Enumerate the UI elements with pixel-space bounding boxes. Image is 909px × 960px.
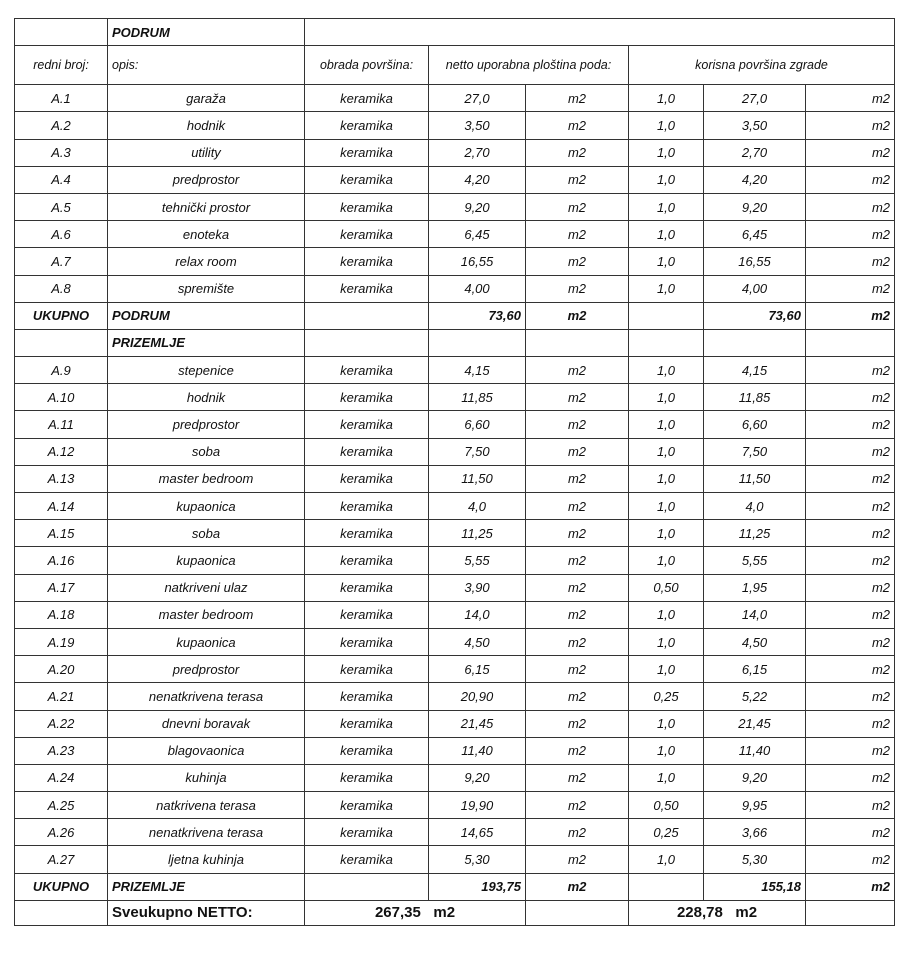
- total-label: UKUPNO: [15, 873, 108, 900]
- cell-obrada: keramika: [305, 520, 429, 547]
- cell-redni-broj: A.9: [15, 357, 108, 384]
- cell-obrada: keramika: [305, 85, 429, 112]
- cell-korisna-unit: m2: [806, 465, 895, 492]
- section-title-row-podrum: [15, 19, 895, 46]
- cell-korisna-unit: m2: [806, 221, 895, 248]
- cell-netto: 2,70: [429, 139, 526, 166]
- cell-koeficijent: 1,0: [629, 601, 704, 628]
- cell-korisna-unit: m2: [806, 248, 895, 275]
- cell-netto-unit: m2: [526, 438, 629, 465]
- cell-netto: 5,30: [429, 846, 526, 873]
- table-row: [15, 520, 895, 547]
- cell-redni-broj: A.13: [15, 465, 108, 492]
- cell-netto: 20,90: [429, 683, 526, 710]
- cell-obrada: keramika: [305, 819, 429, 846]
- cell-korisna: 27,0: [704, 85, 806, 112]
- cell-netto-unit: m2: [526, 656, 629, 683]
- cell-opis: kupaonica: [108, 493, 305, 520]
- cell-opis: kupaonica: [108, 628, 305, 655]
- cell-redni-broj: A.22: [15, 710, 108, 737]
- cell-netto-unit: m2: [526, 465, 629, 492]
- table-row: [15, 792, 895, 819]
- cell-korisna-unit: m2: [806, 193, 895, 220]
- cell-opis: enoteka: [108, 221, 305, 248]
- header-korisna: korisna površina zgrade: [629, 46, 895, 85]
- cell-netto: 6,60: [429, 411, 526, 438]
- table-row: [15, 710, 895, 737]
- cell-koeficijent: 0,25: [629, 683, 704, 710]
- header-obrada: obrada površina:: [305, 46, 429, 85]
- cell-koeficijent: 1,0: [629, 710, 704, 737]
- cell-koeficijent: 0,50: [629, 574, 704, 601]
- header-row: [15, 46, 895, 85]
- cell-redni-broj: A.4: [15, 166, 108, 193]
- cell-netto-unit: m2: [526, 710, 629, 737]
- cell-obrada: keramika: [305, 737, 429, 764]
- cell-netto: 27,0: [429, 85, 526, 112]
- cell-koeficijent: 1,0: [629, 112, 704, 139]
- total-netto: 193,75: [429, 873, 526, 900]
- cell-redni-broj: A.25: [15, 792, 108, 819]
- cell-korisna: 4,50: [704, 628, 806, 655]
- grand-total-korisna: 228,78: [676, 904, 723, 922]
- empty-cell: [526, 329, 629, 356]
- table-row: [15, 656, 895, 683]
- cell-redni-broj: A.1: [15, 85, 108, 112]
- cell-opis: natkrivena terasa: [108, 792, 305, 819]
- cell-koeficijent: 1,0: [629, 248, 704, 275]
- cell-netto: 4,50: [429, 628, 526, 655]
- area-table: [14, 18, 895, 926]
- cell-korisna-unit: m2: [806, 792, 895, 819]
- cell-netto: 4,0: [429, 493, 526, 520]
- cell-korisna-unit: m2: [806, 764, 895, 791]
- cell-netto: 11,50: [429, 465, 526, 492]
- cell-netto: 9,20: [429, 193, 526, 220]
- cell-korisna-unit: m2: [806, 574, 895, 601]
- cell-korisna: 16,55: [704, 248, 806, 275]
- cell-redni-broj: A.3: [15, 139, 108, 166]
- cell-netto: 14,65: [429, 819, 526, 846]
- cell-koeficijent: 1,0: [629, 520, 704, 547]
- cell-koeficijent: 1,0: [629, 846, 704, 873]
- cell-redni-broj: A.12: [15, 438, 108, 465]
- cell-opis: kupaonica: [108, 547, 305, 574]
- cell-korisna-unit: m2: [806, 166, 895, 193]
- cell-opis: utility: [108, 139, 305, 166]
- cell-netto: 16,55: [429, 248, 526, 275]
- cell-koeficijent: 1,0: [629, 221, 704, 248]
- table-row: [15, 411, 895, 438]
- cell-redni-broj: A.2: [15, 112, 108, 139]
- cell-koeficijent: 1,0: [629, 85, 704, 112]
- cell-korisna: 3,50: [704, 112, 806, 139]
- cell-korisna-unit: m2: [806, 438, 895, 465]
- empty-cell: [629, 329, 704, 356]
- cell-netto-unit: m2: [526, 166, 629, 193]
- table-row: [15, 166, 895, 193]
- cell-netto-unit: m2: [526, 683, 629, 710]
- table-row: [15, 737, 895, 764]
- cell-koeficijent: 1,0: [629, 656, 704, 683]
- grand-total-korisna-unit: m2: [735, 904, 758, 922]
- table-row: [15, 465, 895, 492]
- area-table-sheet: [14, 18, 895, 926]
- cell-korisna-unit: m2: [806, 656, 895, 683]
- cell-obrada: keramika: [305, 493, 429, 520]
- cell-redni-broj: A.10: [15, 384, 108, 411]
- cell-korisna-unit: m2: [806, 139, 895, 166]
- section-title-podrum: PODRUM: [108, 19, 305, 46]
- table-row: [15, 139, 895, 166]
- cell-obrada: keramika: [305, 221, 429, 248]
- grand-total-netto: 267,35: [374, 904, 421, 922]
- cell-koeficijent: 0,50: [629, 792, 704, 819]
- cell-netto-unit: m2: [526, 792, 629, 819]
- cell-korisna: 6,45: [704, 221, 806, 248]
- table-row: [15, 112, 895, 139]
- empty-cell: [15, 900, 108, 925]
- total-spacer: [305, 302, 429, 329]
- table-row: [15, 683, 895, 710]
- cell-netto-unit: m2: [526, 574, 629, 601]
- cell-korisna-unit: m2: [806, 112, 895, 139]
- cell-korisna: 7,50: [704, 438, 806, 465]
- cell-netto: 4,15: [429, 357, 526, 384]
- cell-obrada: keramika: [305, 764, 429, 791]
- total-section-name: PODRUM: [108, 302, 305, 329]
- cell-korisna: 21,45: [704, 710, 806, 737]
- cell-opis: nenatkrivena terasa: [108, 819, 305, 846]
- cell-netto: 4,20: [429, 166, 526, 193]
- cell-korisna-unit: m2: [806, 683, 895, 710]
- table-row: [15, 438, 895, 465]
- cell-korisna-unit: m2: [806, 846, 895, 873]
- total-label: UKUPNO: [15, 302, 108, 329]
- total-korisna: 73,60: [704, 302, 806, 329]
- cell-obrada: keramika: [305, 465, 429, 492]
- cell-koeficijent: 1,0: [629, 465, 704, 492]
- table-row: [15, 357, 895, 384]
- cell-opis: master bedroom: [108, 465, 305, 492]
- empty-cell: [429, 329, 526, 356]
- cell-korisna-unit: m2: [806, 547, 895, 574]
- cell-opis: spremište: [108, 275, 305, 302]
- cell-netto-unit: m2: [526, 628, 629, 655]
- cell-korisna: 14,0: [704, 601, 806, 628]
- empty-cell: [15, 329, 108, 356]
- cell-koeficijent: 1,0: [629, 166, 704, 193]
- cell-netto-unit: m2: [526, 248, 629, 275]
- cell-netto-unit: m2: [526, 846, 629, 873]
- cell-korisna: 5,30: [704, 846, 806, 873]
- table-body: [15, 19, 895, 926]
- cell-redni-broj: A.7: [15, 248, 108, 275]
- cell-netto: 7,50: [429, 438, 526, 465]
- cell-koeficijent: 1,0: [629, 384, 704, 411]
- cell-korisna: 11,25: [704, 520, 806, 547]
- cell-netto: 11,40: [429, 737, 526, 764]
- cell-koeficijent: 1,0: [629, 275, 704, 302]
- cell-netto: 19,90: [429, 792, 526, 819]
- total-spacer: [629, 873, 704, 900]
- cell-netto: 4,00: [429, 275, 526, 302]
- spacer: [421, 904, 434, 921]
- cell-netto: 14,0: [429, 601, 526, 628]
- cell-korisna: 11,85: [704, 384, 806, 411]
- cell-netto-unit: m2: [526, 275, 629, 302]
- cell-korisna-unit: m2: [806, 628, 895, 655]
- cell-redni-broj: A.17: [15, 574, 108, 601]
- header-opis: opis:: [108, 46, 305, 85]
- cell-redni-broj: A.27: [15, 846, 108, 873]
- table-row: [15, 819, 895, 846]
- cell-obrada: keramika: [305, 193, 429, 220]
- cell-netto-unit: m2: [526, 411, 629, 438]
- cell-opis: master bedroom: [108, 601, 305, 628]
- cell-opis: blagovaonica: [108, 737, 305, 764]
- cell-obrada: keramika: [305, 139, 429, 166]
- cell-opis: nenatkrivena terasa: [108, 683, 305, 710]
- cell-netto: 3,90: [429, 574, 526, 601]
- table-row: [15, 764, 895, 791]
- cell-obrada: keramika: [305, 574, 429, 601]
- cell-obrada: keramika: [305, 601, 429, 628]
- table-row: [15, 846, 895, 873]
- cell-redni-broj: A.14: [15, 493, 108, 520]
- total-spacer: [629, 302, 704, 329]
- table-row: [15, 493, 895, 520]
- cell-netto: 6,45: [429, 221, 526, 248]
- empty-cell: [806, 329, 895, 356]
- table-row: [15, 384, 895, 411]
- cell-obrada: keramika: [305, 628, 429, 655]
- cell-korisna: 11,50: [704, 465, 806, 492]
- cell-netto-unit: m2: [526, 601, 629, 628]
- cell-obrada: keramika: [305, 384, 429, 411]
- table-row: [15, 248, 895, 275]
- cell-redni-broj: A.20: [15, 656, 108, 683]
- section-title-prizemlje: PRIZEMLJE: [108, 329, 305, 356]
- cell-obrada: keramika: [305, 112, 429, 139]
- cell-koeficijent: 1,0: [629, 737, 704, 764]
- cell-koeficijent: 0,25: [629, 819, 704, 846]
- cell-netto-unit: m2: [526, 819, 629, 846]
- cell-koeficijent: 1,0: [629, 193, 704, 220]
- cell-korisna: 2,70: [704, 139, 806, 166]
- cell-korisna-unit: m2: [806, 710, 895, 737]
- cell-obrada: keramika: [305, 547, 429, 574]
- cell-korisna-unit: m2: [806, 384, 895, 411]
- header-redni-broj: redni broj:: [15, 46, 108, 85]
- cell-korisna: 6,60: [704, 411, 806, 438]
- cell-korisna: 11,40: [704, 737, 806, 764]
- cell-redni-broj: A.21: [15, 683, 108, 710]
- cell-redni-broj: A.24: [15, 764, 108, 791]
- cell-korisna: 4,00: [704, 275, 806, 302]
- cell-netto-unit: m2: [526, 520, 629, 547]
- cell-obrada: keramika: [305, 792, 429, 819]
- cell-korisna-unit: m2: [806, 520, 895, 547]
- cell-netto-unit: m2: [526, 384, 629, 411]
- cell-netto-unit: m2: [526, 764, 629, 791]
- cell-korisna-unit: m2: [806, 601, 895, 628]
- total-spacer: [305, 873, 429, 900]
- cell-opis: soba: [108, 520, 305, 547]
- cell-netto-unit: m2: [526, 112, 629, 139]
- cell-korisna-unit: m2: [806, 737, 895, 764]
- cell-korisna-unit: m2: [806, 819, 895, 846]
- table-row: [15, 628, 895, 655]
- grand-total-netto-unit: m2: [433, 904, 456, 922]
- total-row-podrum: [15, 302, 895, 329]
- cell-korisna-unit: m2: [806, 275, 895, 302]
- grand-total-row: [15, 900, 895, 925]
- cell-opis: predprostor: [108, 656, 305, 683]
- total-korisna-unit: m2: [806, 302, 895, 329]
- cell-opis: relax room: [108, 248, 305, 275]
- total-netto: 73,60: [429, 302, 526, 329]
- cell-obrada: keramika: [305, 656, 429, 683]
- cell-obrada: keramika: [305, 248, 429, 275]
- cell-netto-unit: m2: [526, 737, 629, 764]
- table-row: [15, 601, 895, 628]
- cell-korisna: 4,20: [704, 166, 806, 193]
- cell-netto-unit: m2: [526, 85, 629, 112]
- cell-korisna: 3,66: [704, 819, 806, 846]
- empty-cell: [305, 329, 429, 356]
- cell-redni-broj: A.23: [15, 737, 108, 764]
- cell-opis: dnevni boravak: [108, 710, 305, 737]
- cell-opis: ljetna kuhinja: [108, 846, 305, 873]
- grand-total-label: Sveukupno NETTO:: [108, 900, 305, 925]
- cell-korisna-unit: m2: [806, 493, 895, 520]
- total-row-prizemlje: [15, 873, 895, 900]
- cell-opis: predprostor: [108, 411, 305, 438]
- cell-netto-unit: m2: [526, 193, 629, 220]
- cell-koeficijent: 1,0: [629, 628, 704, 655]
- cell-korisna: 1,95: [704, 574, 806, 601]
- total-korisna: 155,18: [704, 873, 806, 900]
- cell-redni-broj: A.8: [15, 275, 108, 302]
- cell-koeficijent: 1,0: [629, 493, 704, 520]
- cell-netto-unit: m2: [526, 139, 629, 166]
- cell-netto: 6,15: [429, 656, 526, 683]
- cell-obrada: keramika: [305, 846, 429, 873]
- table-row: [15, 85, 895, 112]
- cell-opis: hodnik: [108, 112, 305, 139]
- cell-obrada: keramika: [305, 275, 429, 302]
- header-netto: netto uporabna ploština poda:: [429, 46, 629, 85]
- cell-redni-broj: A.26: [15, 819, 108, 846]
- cell-redni-broj: A.6: [15, 221, 108, 248]
- cell-korisna: 9,95: [704, 792, 806, 819]
- cell-netto-unit: m2: [526, 221, 629, 248]
- table-row: [15, 275, 895, 302]
- total-netto-unit: m2: [526, 873, 629, 900]
- cell-korisna: 4,15: [704, 357, 806, 384]
- cell-koeficijent: 1,0: [629, 411, 704, 438]
- cell-redni-broj: A.11: [15, 411, 108, 438]
- cell-korisna: 4,0: [704, 493, 806, 520]
- cell-netto: 11,85: [429, 384, 526, 411]
- cell-netto-unit: m2: [526, 547, 629, 574]
- cell-netto: 21,45: [429, 710, 526, 737]
- spacer: [723, 904, 736, 921]
- cell-opis: natkriveni ulaz: [108, 574, 305, 601]
- cell-koeficijent: 1,0: [629, 764, 704, 791]
- cell-redni-broj: A.15: [15, 520, 108, 547]
- table-row: [15, 547, 895, 574]
- cell-koeficijent: 1,0: [629, 547, 704, 574]
- cell-netto-unit: m2: [526, 493, 629, 520]
- table-row: [15, 193, 895, 220]
- cell-korisna-unit: m2: [806, 411, 895, 438]
- cell-obrada: keramika: [305, 166, 429, 193]
- cell-korisna: 9,20: [704, 193, 806, 220]
- cell-koeficijent: 1,0: [629, 139, 704, 166]
- cell-netto: 9,20: [429, 764, 526, 791]
- cell-obrada: keramika: [305, 438, 429, 465]
- cell-opis: hodnik: [108, 384, 305, 411]
- cell-redni-broj: A.18: [15, 601, 108, 628]
- table-row: [15, 574, 895, 601]
- grand-total-korisna-cell: [629, 900, 806, 925]
- cell-opis: stepenice: [108, 357, 305, 384]
- cell-korisna-unit: m2: [806, 85, 895, 112]
- cell-korisna: 6,15: [704, 656, 806, 683]
- cell-obrada: keramika: [305, 357, 429, 384]
- empty-cell: [704, 329, 806, 356]
- total-korisna-unit: m2: [806, 873, 895, 900]
- cell-opis: soba: [108, 438, 305, 465]
- section-title-row-prizemlje: [15, 329, 895, 356]
- cell-obrada: keramika: [305, 411, 429, 438]
- cell-koeficijent: 1,0: [629, 438, 704, 465]
- cell-obrada: keramika: [305, 683, 429, 710]
- cell-korisna: 9,20: [704, 764, 806, 791]
- empty-cell: [806, 900, 895, 925]
- empty-cell: [526, 900, 629, 925]
- cell-obrada: keramika: [305, 710, 429, 737]
- cell-netto: 5,55: [429, 547, 526, 574]
- total-section-name: PRIZEMLJE: [108, 873, 305, 900]
- cell-redni-broj: A.5: [15, 193, 108, 220]
- cell-korisna: 5,55: [704, 547, 806, 574]
- cell-opis: tehnički prostor: [108, 193, 305, 220]
- cell-opis: kuhinja: [108, 764, 305, 791]
- cell-opis: garaža: [108, 85, 305, 112]
- cell-netto-unit: m2: [526, 357, 629, 384]
- cell-redni-broj: A.19: [15, 628, 108, 655]
- cell-korisna: 5,22: [704, 683, 806, 710]
- total-netto-unit: m2: [526, 302, 629, 329]
- cell-koeficijent: 1,0: [629, 357, 704, 384]
- cell-korisna-unit: m2: [806, 357, 895, 384]
- cell-opis: predprostor: [108, 166, 305, 193]
- cell-redni-broj: A.16: [15, 547, 108, 574]
- grand-total-netto-cell: [305, 900, 526, 925]
- cell-netto: 11,25: [429, 520, 526, 547]
- cell-netto: 3,50: [429, 112, 526, 139]
- table-row: [15, 221, 895, 248]
